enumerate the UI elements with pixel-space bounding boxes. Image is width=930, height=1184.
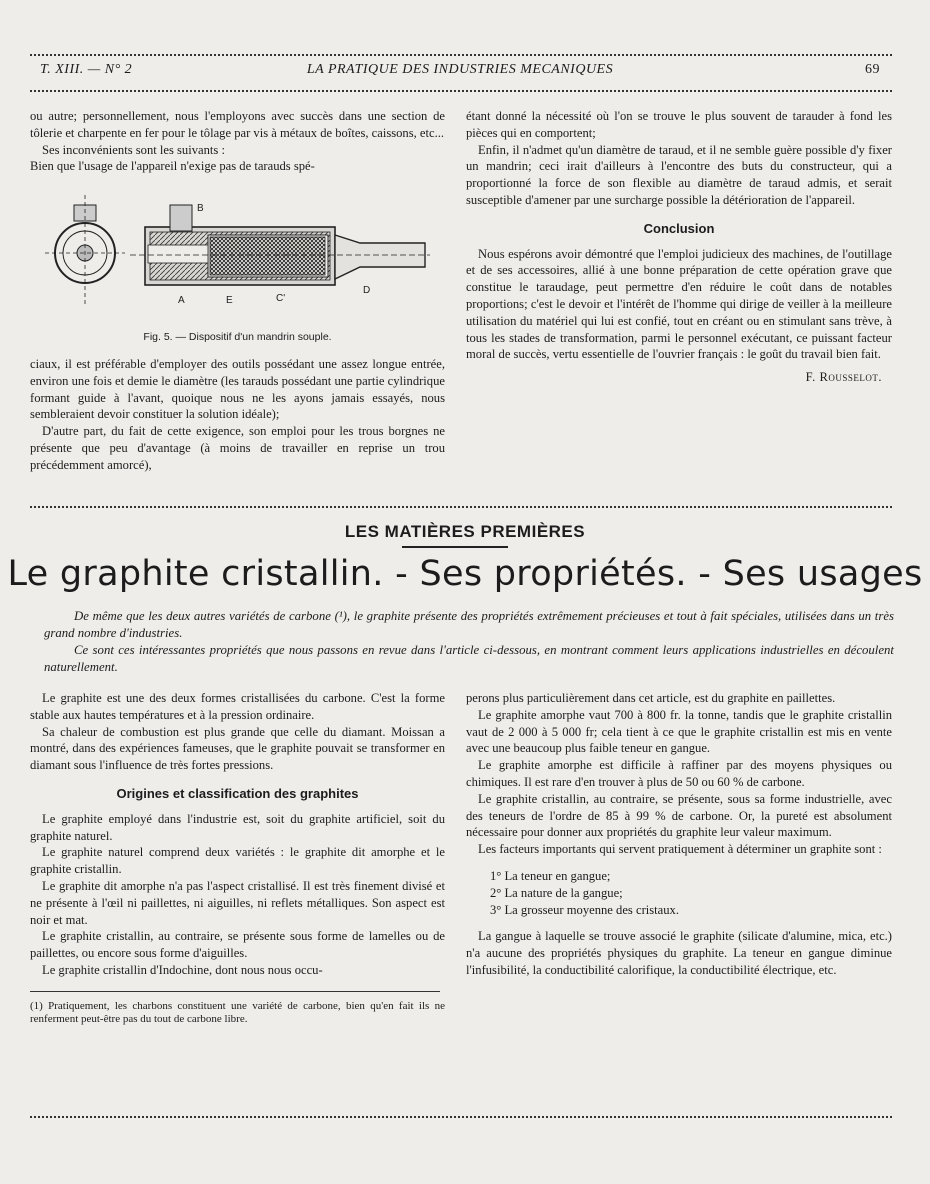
header-bottom-rule [30,90,892,92]
article-intro [44,608,894,676]
paragraph: Le graphite est une des deux formes cristallisées du carbone. C'est la forme stable aux hautes températures et à la pression ordinaire. [30,691,445,722]
conclusion-heading: Conclusion [643,220,715,236]
paragraph: Bien que l'usage de l'appareil n'exige pas de tarauds spé- [30,159,315,174]
paragraph: perons plus particulièrement dans cet article, est du graphite en paillettes. [466,691,836,705]
paragraph: Le graphite amorphe vaut 700 à 800 fr. la tonne, tandis que le graphite cristallin vaut de 2 000 à 5 000 fr; cela tient à ce que le graphite cristallin est mis en vente avec une beaucoup plus faible teneur en gangue. [466,707,892,756]
intro-paragraph: Ce sont ces intéressantes propriétés que nous passons en revue dans l'article ci-dessous, en montrant comment leurs applications industrielles en découlent naturellement. [44,643,894,674]
bottom-right-column [466,690,892,979]
paragraph: Le graphite cristallin, au contraire, se présente, sous sa forme industrielle, avec des teneurs de l'ordre de 85 à 99 % de carbone. Or, la pureté est absolument nécessaire pour donner aux propriétés du graphite leur valeur maximum. [466,791,892,840]
top-right-column [466,108,892,386]
list-item: 1° La teneur en gangue; [490,868,611,883]
label-c: C' [276,293,286,305]
label-d: D [363,285,371,297]
paragraph: ou autre; personnellement, nous l'employons avec succès dans une section de tôlerie et charpente en fer pour le tôlage par vis à métaux de boîtes, caissons, etc... [30,109,445,140]
figure-flexible-mandrel [30,175,440,325]
list-item: 3° La grosseur moyenne des cristaux. [490,902,679,917]
running-header [40,62,880,82]
section-title: LES MATIÈRES PREMIÈRES [344,522,586,541]
paragraph: Enfin, il n'admet qu'un diamètre de taraud, et il ne semble guère possible d'y fixer un mandrin; ceci irait d'ailleurs à l'encontre des buts du constructeur, qui a proportionné la force de son flexible au diamètre de taraud admis, et serait susceptible d'amener par une surcharge possible la détérioration de l'appareil. [466,142,892,207]
footnote-rule [30,991,440,992]
paragraph: Le graphite employé dans l'industrie est, soit du graphite artificiel, soit du graphite naturel. [30,811,445,843]
volume-number: T. XIII. — N° 2 [40,62,133,77]
paragraph: Le graphite naturel comprend deux variétés : le graphite dit amorphe et le graphite cristallin. [30,845,445,877]
author-signature: F. Rousselot. [805,370,882,385]
label-e: E [226,295,233,307]
journal-title: LA PRATIQUE DES INDUSTRIES MECANIQUES [306,62,614,77]
paragraph: ciaux, il est préférable d'employer des outils possédant une assez longue entrée, environ une fois et demie le diamètre (les tarauds possédant une partie cylindrique formant guide à l'avant, quoique nous ne les ayons jamais essayés, nous sembleraient devoir constituer la solution idéale); [30,356,445,422]
paragraph: D'autre part, du fait de cette exigence, son emploi pour les trous borgnes ne présente que peu d'avantage (à moins de travailler en reprise un trou précédemment amorcé), [30,424,445,472]
label-a: A [178,295,185,307]
section-underline [402,546,508,548]
label-b: B [197,203,204,215]
top-left-column [30,108,445,474]
paragraph: Le graphite amorphe est difficile à raffiner par des moyens physiques ou chimiques. Il est rare d'en trouver à plus de 50 ou 60 % de carbone. [466,758,892,789]
intro-paragraph: De même que les deux autres variétés de carbone (¹), le graphite présente des propriétés extrêmement précieuses et tout à fait spéciales, utilisées dans un très grand nombre d'industries. [44,609,894,640]
mandrel-diagram [30,175,440,325]
origins-heading: Origines et classification des graphites [116,785,359,801]
footer-rule [30,1116,892,1118]
paragraph: Ses inconvénients sont les suivants : [42,142,225,157]
paragraph: étant donné la nécessité où l'on se trouve le plus souvent de tarauder à fond les pièces qui en comportent; [466,109,892,140]
paragraph: Sa chaleur de combustion est plus grande que celle du diamant. Moissan a montré, dans des expériences fameuses, que le graphite pouvait se transformer en diamant sous l'influence de très fortes pressions. [30,724,445,773]
paragraph: Les facteurs importants qui servent pratiquement à déterminer un graphite sont : [478,842,882,857]
paragraph: Le graphite cristallin, au contraire, se présente sous forme de lamelles ou de paillettes, ou encore sous forme d'aiguilles. [30,929,445,961]
paragraph: La gangue à laquelle se trouve associé le graphite (silicate d'alumine, mica, etc.) n'a aucune des propriétés physiques du graphite. La teneur en gangue diminue l'infusibilité, la conductibilité calorifique, la conductibilité électrique, etc. [466,929,892,977]
bottom-left-column [30,690,445,1026]
paragraph: Le graphite dit amorphe n'a pas l'aspect cristallisé. Il est très finement divisé et ne présente à l'œil ni paillettes, ni aiguilles, ni reflets métalliques. Son aspect est noir et mat. [30,878,445,927]
figure-caption: Fig. 5. — Dispositif d'un mandrin souple. [143,331,332,344]
paragraph: Le graphite cristallin d'Indochine, dont nous nous occu- [42,962,323,977]
header-top-rule [30,54,892,56]
article-title: Le graphite cristallin. - Ses propriétés. - Ses usages [7,554,923,594]
list-item: 2° La nature de la gangue; [490,885,623,900]
paragraph: Nous espérons avoir démontré que l'emploi judicieux des machines, de l'outillage et de ses accessoires, allié à une bonne préparation de cette opération grave que constitue le taraudage, peut permettre d'en réduire le coût dans de notables proportions; c'est le devoir et l'intérêt de l'homme qui dirige de veiller à la meilleure utilisation du matériel qui lui est confié, tout en créant ou en stimulant sans trève, à tous les stades de transformation, parmi le personnel exécutant, ce puissant facteur moral de succès, vertu essentielle de l'ouvrier français : le goût du travail bien fait. [466,246,892,362]
page-number: 69 [865,62,880,77]
footnote: (1) Pratiquement, les charbons constituent une variété de carbone, bien qu'en fait ils ne renferment peut-être pas du tout de carbone libre. [30,999,445,1025]
section-divider [30,506,892,508]
